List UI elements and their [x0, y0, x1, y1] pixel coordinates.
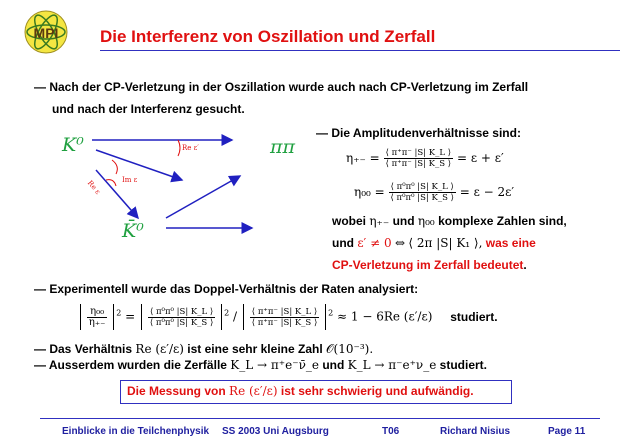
page-title: Die Interferenz von Oszillation und Zerfall: [100, 27, 436, 46]
bullet-dash: —: [316, 126, 328, 140]
eta-00-formula: η₀₀ = $\frac{\text{⟨ π⁰π⁰ |S| K\_L ⟩}}{\text{⟨ π⁰π⁰ |S| K\_S ⟩}}$ = ε − 2ε′: [354, 182, 515, 203]
wobei-line: wobei η₊₋ und η₀₀ komplexe Zahlen sind,: [332, 214, 567, 228]
bullet-1-line-2: und nach der Interferenz gesucht.: [52, 102, 245, 116]
label-re-eps-prime: Re ε′: [182, 144, 199, 152]
bullet-2-title: [316, 126, 521, 140]
arc-re-eps-prime: [178, 140, 180, 156]
label-im-eps: Im ε: [122, 176, 138, 184]
arrow-k0-mixing: [96, 150, 182, 180]
logo-text: MPI: [33, 25, 59, 41]
cp-violation-line: CP-Verletzung im Zerfall bedeutet.: [332, 258, 527, 272]
bullet-4: — Das Verhältnis Re (ε′/ε) ist eine sehr kleine Zahl 𝒪(10⁻³).: [34, 342, 374, 356]
bullet-1-text: Nach der CP-Verletzung in der Oszillation wurde auch nach CP-Verletzung im Zerfall: [49, 80, 529, 94]
footer-term: SS 2003 Uni Augsburg: [222, 426, 329, 437]
mpi-logo: [22, 8, 70, 56]
k0bar-label: K̄⁰: [122, 220, 144, 242]
footer-course: Einblicke in die Teilchenphysik: [62, 426, 210, 437]
label-re-eps: Re ε: [85, 179, 102, 196]
arc-im-eps: [112, 160, 117, 174]
double-ratio-formula: $\frac{\text{η₀₀}}{\eta_{+-}}$ $^2$ = $\frac{\text{⟨ π⁰π⁰ |S| K\_L ⟩}}{\text{⟨ π⁰π⁰ |S| K\_S ⟩}}$ $^2$ / $\frac{⟨ \pi^+\pi^- |S| K\_L ⟩}{⟨ \pi^+\pi^- |S| K\_S ⟩}$ $^2$ ≈ 1 − 6Re (ε′/ε) studiert.: [78, 304, 498, 330]
bullet-dash: —: [34, 80, 46, 94]
footer-divider: [40, 418, 600, 419]
bullet-5: — Ausserdem wurden die Zerfälle K_L → π⁺e⁻ν̄_e und K_L → π⁻e⁺ν_e studiert.: [34, 358, 488, 372]
bullet-2-text: Die Amplitudenverhältnisse sind:: [331, 126, 521, 140]
k0-label: K⁰: [62, 134, 84, 156]
pipi-label: ππ: [270, 136, 295, 158]
title-divider: [100, 50, 620, 51]
bullet-1-line-1: [34, 80, 528, 94]
highlight-box-text: Die Messung von Re (ε′/ε) ist sehr schwierig und aufwändig.: [127, 384, 474, 398]
footer-author: Richard Nisius: [440, 426, 511, 437]
footer-page: Page 11: [548, 426, 586, 437]
footer-code: T06: [382, 426, 400, 437]
arrow-k0bar-pipi: [166, 176, 240, 218]
und-line: und ε′ ≠ 0 ⇔ ⟨ 2π |S| K₁ ⟩, was eine: [332, 236, 536, 250]
eta-pm-formula: η₊₋ = $\frac{⟨ \pi^+\pi^- |S| K\_L ⟩}{⟨ \pi^+\pi^- |S| K\_S ⟩}$ = ε + ε′: [346, 148, 504, 169]
bullet-3: — Experimentell wurde das Doppel-Verhältnis der Raten analysiert:: [34, 282, 419, 296]
